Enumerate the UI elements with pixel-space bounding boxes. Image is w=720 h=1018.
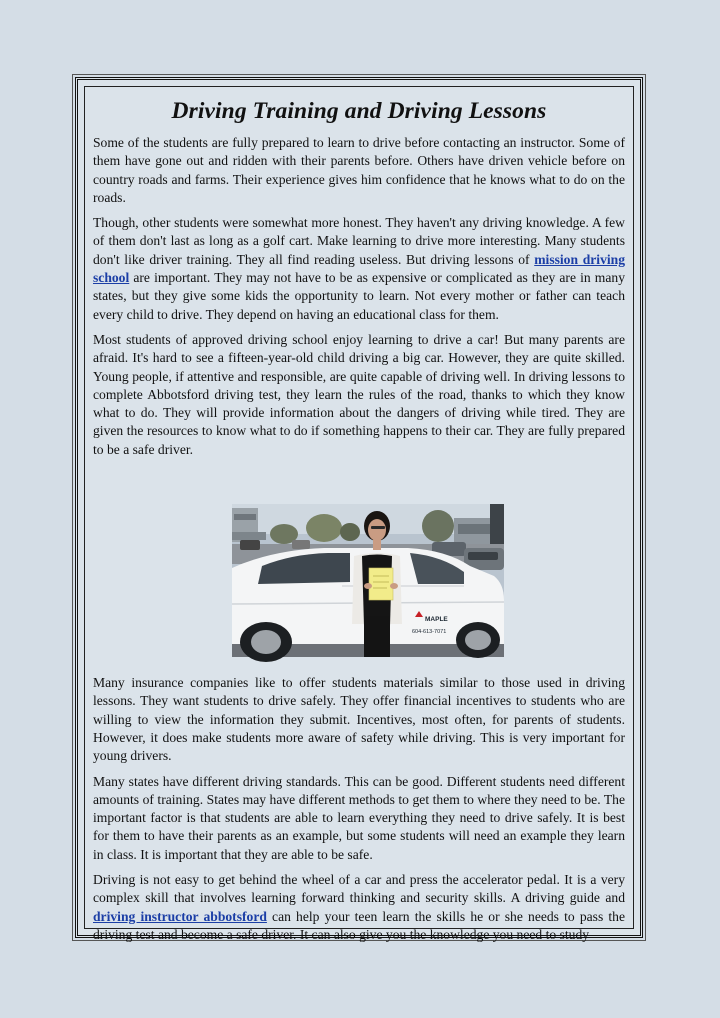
page-frame bbox=[75, 77, 643, 942]
paragraph-6-text-b: can help your teen learn the skills he or she needs to pass the driving test and become a safe driver. It can also give you the knowledge you need to study bbox=[93, 908, 625, 942]
paragraph-2 bbox=[93, 214, 625, 324]
paragraph-2-text-a: Though, other students were somewhat more honest. They haven't any driving knowledge. A few of them don't last as long as a golf cart. Make learning to drive more interesting. Many students don't like driver training. They all find reading useless. But driving lessons of bbox=[93, 215, 625, 267]
paragraph-6-text-a: Driving is not easy to get behind the wheel of a car and press the accelerator pedal. It is a very complex skill that involves learning forward thinking and security skills. A driving guide and bbox=[93, 872, 625, 906]
paragraph-4: Many insurance companies like to offer students materials similar to those used in driving lessons. They want students to drive safely. They offer financial incentives to students who are willing to view the information they submit. Incentives, most often, for parents of students. However, it does make students more aware of safety while driving. This is very important for young drivers. bbox=[93, 675, 625, 764]
driving-school-photo bbox=[232, 504, 504, 657]
paragraph-1: Some of the students are fully prepared to learn to drive before contacting an instructor. Some of them have gone out and ridden with their parents before. Others have driven vehicle before on country roads and farms. Their experience gives him confidence that he knows what to do on the roads. bbox=[93, 135, 625, 205]
photo-container bbox=[93, 466, 625, 674]
paragraph-3: Most students of approved driving school enjoy learning to drive a car! But many parents are afraid. It's hard to see a fifteen-year-old child driving a big car. However, they are quite skilled. Young people, if attentive and responsible, are quite capable of driving well. In driving lessons to complete Abbotsford driving test, they learn the rules of the road, thanks to which they know what to do. They will provide information about the dangers of driving while tired. They are given the resources to know what to do if something happens to their car. They are fully prepared to be a safe driver. bbox=[93, 331, 625, 457]
driving-instructor-abbotsford-link[interactable]: driving instructor abbotsford bbox=[93, 908, 267, 924]
page-title: Driving Training and Driving Lessons bbox=[171, 98, 547, 124]
car-logo-text: MAPLE bbox=[425, 616, 448, 624]
car-phone-text: 604-613-7071 bbox=[412, 629, 447, 636]
mission-driving-school-link[interactable]: mission driving school bbox=[93, 251, 626, 286]
paragraph-6 bbox=[93, 871, 625, 944]
paragraph-5: Many states have different driving standards. This can be good. Different students need different amounts of training. States may have different methods to get them to where they need to be. The important factor is that students are able to learn everything they need to drive safely. It is best for them to have their parents as an example, but some students will need an example they learn in class. It is important that they are able to be safe. bbox=[93, 773, 625, 862]
paragraph-2-text-b: are important. They may not have to be as expensive or complicated as they are in many states, but they give some kids the opportunity to learn. Not every mother or father can teach every child to drive. They depend on having an educational class for them. bbox=[93, 270, 625, 322]
content-area bbox=[84, 86, 634, 942]
